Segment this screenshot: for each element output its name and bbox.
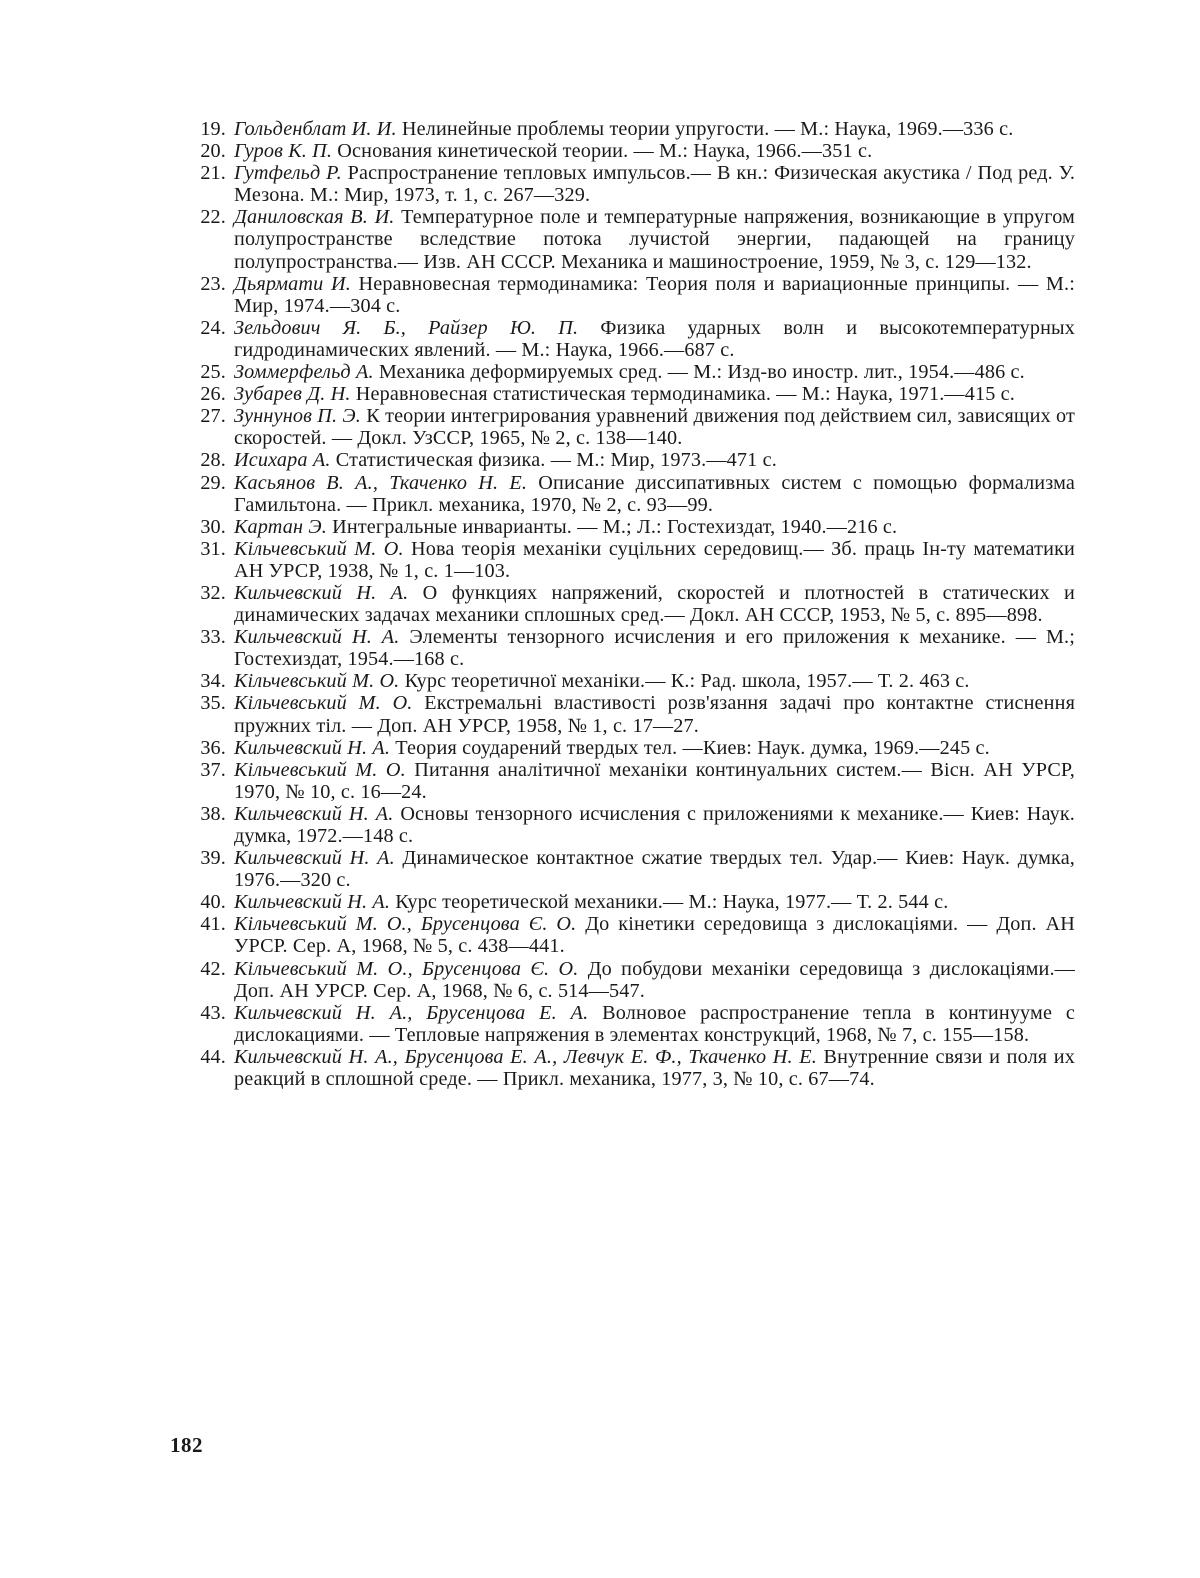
- reference-authors: Дьярмати И.: [234, 272, 351, 295]
- reference-item: [190, 317, 1075, 361]
- reference-item: [190, 140, 1075, 162]
- reference-number: 41.: [200, 913, 226, 936]
- reference-authors: Кильчевский Н. А.: [234, 847, 395, 870]
- reference-number: 22.: [200, 206, 226, 229]
- reference-authors: Зубарев Д. Н.: [234, 383, 351, 406]
- reference-authors: Кільчевський М. О., Брусенцова Є. О.: [234, 957, 579, 980]
- reference-text: Статистическая физика. — М.: Мир, 1973.—471 с.: [330, 449, 777, 472]
- reference-authors: Касьянов В. А., Ткаченко Н. Е.: [234, 471, 528, 494]
- reference-number: 19.: [200, 118, 226, 140]
- reference-item: [190, 472, 1075, 516]
- reference-text: Внутренние связи и поля их реакций в сплошной среде. — Прикл. механика, 1977, 3, № 10, с. 67—74.: [234, 1045, 1075, 1091]
- reference-text: О функциях напряжений, скоростей и плотностей в статических и динамических задачах механики сплошных сред.— Докл. АН СССР, 1953, № 5, с. 895—898.: [234, 581, 1075, 627]
- reference-item: [190, 737, 1075, 759]
- reference-authors: Гутфельд Р.: [234, 162, 342, 185]
- reference-number: 38.: [200, 802, 226, 825]
- reference-text: До побудови механіки середовища з дислокаціями.— Доп. АН УРСР. Сер. А, 1968, № 6, с. 514—547.: [234, 957, 1075, 1002]
- reference-item: [190, 1002, 1075, 1046]
- reference-number: 25.: [200, 361, 226, 384]
- reference-item: [190, 273, 1075, 317]
- reference-number: 42.: [200, 957, 226, 980]
- reference-text: Механика деформируемых сред. — М.: Изд-во иностр. лит., 1954.—486 с.: [373, 361, 1025, 384]
- reference-item: [190, 692, 1075, 736]
- reference-authors: Кільчевський М. О.: [234, 670, 400, 693]
- reference-text: Екстремальні властивості розв'язання задачі про контактне стиснення пружних тіл. — Доп. АН УРСР, 1958, № 1, с. 17—27.: [234, 692, 1076, 737]
- reference-text: Неравновесная статистическая термодинамика. — М.: Наука, 1971.—415 с.: [350, 383, 1015, 406]
- reference-authors: Кильчевский Н. А., Брусенцова Е. А.: [234, 1001, 589, 1024]
- reference-item: [190, 913, 1075, 957]
- reference-text: Основы тензорного исчисления с приложениями к механике.— Киев: Наук. думка, 1972.—148 с.: [234, 802, 1076, 847]
- reference-authors: Кильчевский Н. А.: [234, 581, 409, 604]
- reference-item: [190, 626, 1075, 670]
- reference-text: Нова теорія механіки суцільних середовищ.— Зб. праць Ін-ту математики АН УРСР, 1938, № 1, с. 1—103.: [234, 537, 1075, 582]
- reference-item: [190, 449, 1075, 471]
- reference-number: 34.: [200, 670, 226, 693]
- reference-number: 35.: [200, 692, 226, 715]
- reference-number: 44.: [200, 1045, 226, 1068]
- reference-item: [190, 206, 1075, 272]
- reference-number: 28.: [200, 449, 226, 472]
- reference-item: [190, 803, 1075, 847]
- reference-item: [190, 847, 1075, 891]
- reference-authors: Даниловская В. И.: [234, 206, 395, 229]
- reference-number: 24.: [200, 316, 226, 339]
- reference-number: 21.: [200, 162, 226, 185]
- reference-authors: Кільчевський М. О.: [234, 537, 404, 560]
- reference-number: 32.: [200, 581, 226, 604]
- page-number: 182: [170, 1433, 203, 1457]
- reference-authors: Картан Э.: [234, 515, 327, 538]
- reference-authors: Кильчевский Н. А.: [234, 736, 391, 759]
- reference-number: 31.: [200, 537, 226, 560]
- reference-item: [190, 582, 1075, 626]
- reference-authors: Зоммерфельд А.: [234, 361, 374, 384]
- reference-item: [190, 670, 1075, 692]
- reference-text: До кінетики середовища з дислокаціями. — Доп. АН УРСР. Сер. А, 1968, № 5, с. 438—441.: [234, 913, 1075, 958]
- reference-item: [190, 405, 1075, 449]
- reference-number: 33.: [200, 626, 226, 649]
- reference-number: 23.: [200, 272, 226, 295]
- reference-item: [190, 891, 1075, 913]
- reference-authors: Кильчевский Н. А.: [234, 626, 400, 649]
- reference-authors: Гольденблат И. И.: [234, 118, 397, 140]
- reference-item: [190, 383, 1075, 405]
- reference-number: 29.: [200, 471, 226, 494]
- reference-text: Основания кинетической теории. — М.: Наука, 1966.—351 с.: [332, 140, 873, 163]
- reference-text: Интегральные инварианты. — М.; Л.: Гостехиздат, 1940.—216 с.: [326, 515, 898, 538]
- reference-item: [190, 759, 1075, 803]
- reference-number: 36.: [200, 736, 226, 759]
- reference-authors: Кильчевский Н. А.: [234, 802, 394, 825]
- reference-authors: Кільчевський М. О., Брусенцова Є. О.: [234, 913, 577, 936]
- reference-text: К теории интегрирования уравнений движения под действием сил, зависящих от скоростей. — Докл. УзССР, 1965, № 2, с. 138—140.: [234, 405, 1076, 450]
- reference-text: Нелинейные проблемы теории упругости. — М.: Наука, 1969.—336 с.: [396, 118, 1014, 140]
- reference-number: 43.: [200, 1001, 226, 1024]
- reference-text: Неравновесная термодинамика: Теория поля и вариационные принципы. — М.: Мир, 1974.—304 с.: [234, 272, 1075, 317]
- reference-text: Описание диссипативных систем с помощью формализма Гамильтона. — Прикл. механика, 1970, № 2, с. 93—99.: [234, 471, 1075, 516]
- reference-text: Элементы тензорного исчисления и его приложения к механике. — М.; Гостехиздат, 1954.—168 с.: [234, 626, 1075, 671]
- reference-item: [190, 516, 1075, 538]
- reference-text: Питання аналітичної механіки континуальних систем.— Вісн. АН УРСР, 1970, № 10, с. 16—24.: [234, 758, 1075, 803]
- reference-text: Температурное поле и температурные напряжения, возникающие в упругом полупространстве вследствие потока лучистой энергии, падающей на границу полупространства.— Изв. АН СССР. Механика и машиностроение, 1959, № 3, с. 129—132.: [234, 206, 1075, 273]
- reference-number: 20.: [200, 140, 226, 163]
- reference-authors: Кильчевский Н. А., Брусенцова Е. А., Левчук Е. Ф., Ткаченко Н. Е.: [234, 1045, 817, 1068]
- reference-number: 30.: [200, 515, 226, 538]
- reference-item: [190, 538, 1075, 582]
- reference-authors: Кільчевський М. О.: [234, 758, 406, 781]
- reference-authors: Зельдович Я. Б., Райзер Ю. П.: [234, 316, 579, 339]
- reference-text: Курс теоретической механики.— М.: Наука, 1977.— Т. 2. 544 с.: [390, 891, 949, 914]
- reference-number: 37.: [200, 758, 226, 781]
- reference-authors: Гуров К. П.: [234, 140, 333, 163]
- reference-item: [190, 118, 1075, 140]
- reference-item: [190, 958, 1075, 1002]
- reference-authors: Зуннунов П. Э.: [234, 405, 361, 428]
- reference-item: [190, 162, 1075, 206]
- reference-authors: Исихара А.: [234, 449, 331, 472]
- reference-text: Распространение тепловых импульсов.— В кн.: Физическая акустика / Под ред. У. Мезона. М.: Мир, 1973, т. 1, с. 267—329.: [234, 162, 1076, 207]
- reference-number: 40.: [200, 891, 226, 914]
- reference-number: 26.: [200, 383, 226, 406]
- reference-text: Динамическое контактное сжатие твердых тел. Удар.— Киев: Наук. думка, 1976.—320 с.: [234, 847, 1075, 892]
- bibliography-list: [190, 118, 1075, 1090]
- reference-item: [190, 361, 1075, 383]
- reference-text: Физика ударных волн и высокотемпературных гидродинамических явлений. — М.: Наука, 1966.—687 с.: [234, 316, 1075, 361]
- reference-text: Волновое распространение тепла в континууме с дислокациями. — Тепловые напряжения в элементах конструкций, 1968, № 7, с. 155—158.: [234, 1001, 1075, 1046]
- reference-authors: Кільчевський М. О.: [234, 692, 413, 715]
- reference-text: Курс теоретичної механіки.— К.: Рад. школа, 1957.— Т. 2. 463 с.: [399, 670, 970, 693]
- reference-item: [190, 1046, 1075, 1090]
- reference-number: 39.: [200, 847, 226, 870]
- reference-number: 27.: [200, 405, 226, 428]
- reference-text: Теория соударений твердых тел. —Киев: Наук. думка, 1969.—245 с.: [390, 736, 990, 759]
- reference-authors: Кильчевский Н. А.: [234, 891, 391, 914]
